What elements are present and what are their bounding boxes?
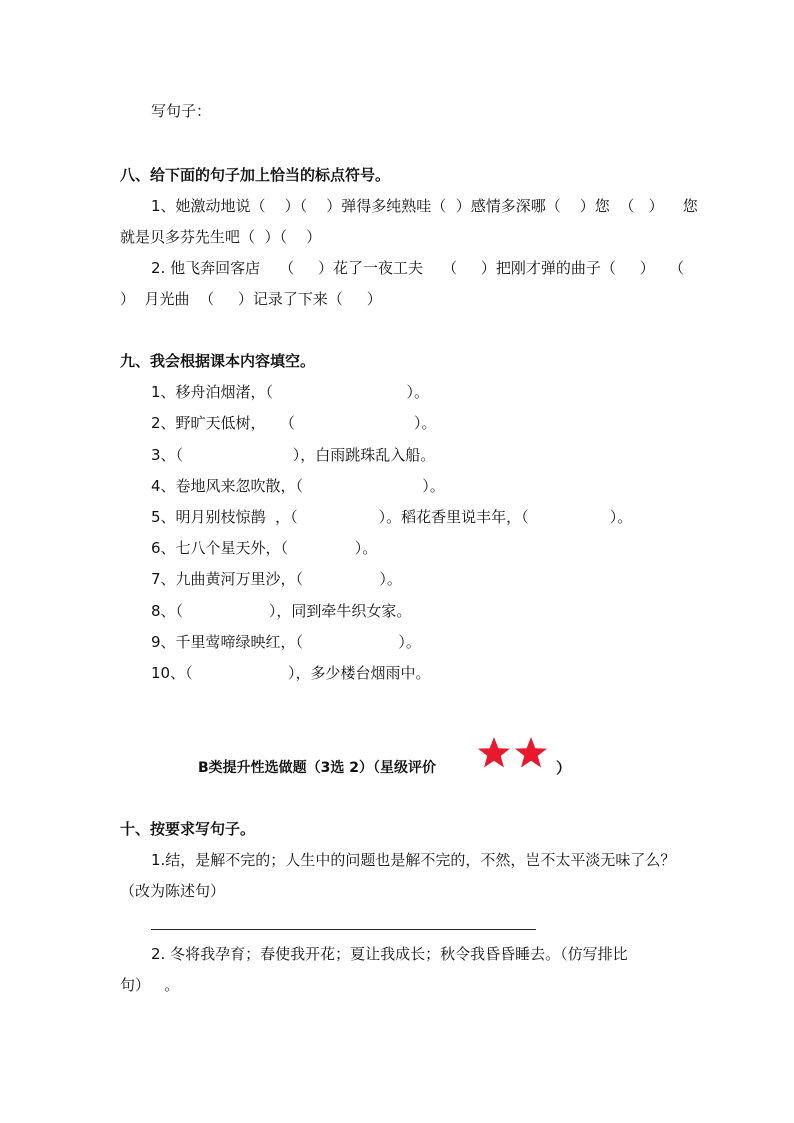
section-10-question-1-line-2: （改为陈述句） [120,882,226,900]
section-8-question-1-line-2: 就是贝多芬先生吧（ ）（ ） [120,228,322,246]
section-9-item-1: 1、移舟泊烟渚，（ ）。 [151,383,430,401]
write-sentence-label: 写句子： [151,102,212,120]
section-b-title: B类提升性选做题（3选 2）（星级评价 [198,760,437,776]
section-9-item-7: 7、九曲黄河万里沙，（ ）。 [151,570,402,588]
answer-line [151,929,536,930]
section-9-item-6: 6、七八个星天外，（ ）。 [151,539,378,557]
section-9-item-4: 4、卷地风来忽吹散，（ ）。 [151,477,445,495]
section-b-close-paren: ） [556,759,572,777]
section-8-question-2-line-1: 2. 他飞奔回客店 （ ）花了一夜工夫 （ ）把刚才弹的曲子（ ） （ [151,259,685,277]
section-9-item-10: 10、（ ），多少楼台烟雨中。 [151,664,431,682]
star-rating [475,736,551,774]
section-9-item-9: 9、千里莺啼绿映红，（ ）。 [151,633,421,651]
section-9-item-5: 5、明月别枝惊鹊 ，（ ）。稻花香里说丰年，（ ）。 [151,508,633,526]
section-8-question-2-line-2: ） 月光曲 （ ）记录了下来（ ） [120,290,382,308]
section-10-question-1-line-1: 1.结，是解不完的；人生中的问题也是解不完的，不然，岂不太平淡无味了么？ [151,851,676,869]
section-10-title: 十、按要求写句子。 [120,820,256,838]
star-rating-svg [475,736,551,770]
section-8-title: 八、给下面的句子加上恰当的标点符号。 [120,166,391,184]
section-9-title: 九、我会根据课本内容填空。 [120,352,316,370]
section-9-item-3: 3、（ ），白雨跳珠乱入船。 [151,446,436,464]
section-10-question-2-line-2: 句） 。 [120,976,180,994]
section-10-question-2-line-1: 2. 冬将我孕育；春使我开花；夏让我成长；秋令我昏昏睡去。（仿写排比 [151,945,628,963]
section-8-question-1-line-1: 1、她激动地说（ ）（ ）弹得多纯熟哇（ ）感情多深哪（ ）您 （ ） 您 [151,197,698,215]
section-9-item-8: 8、（ ），同到牵牛织女家。 [151,602,412,620]
star-icon [478,737,510,768]
star-icon [515,737,547,768]
section-9-item-2: 2、野旷天低树， （ ）。 [151,414,437,432]
